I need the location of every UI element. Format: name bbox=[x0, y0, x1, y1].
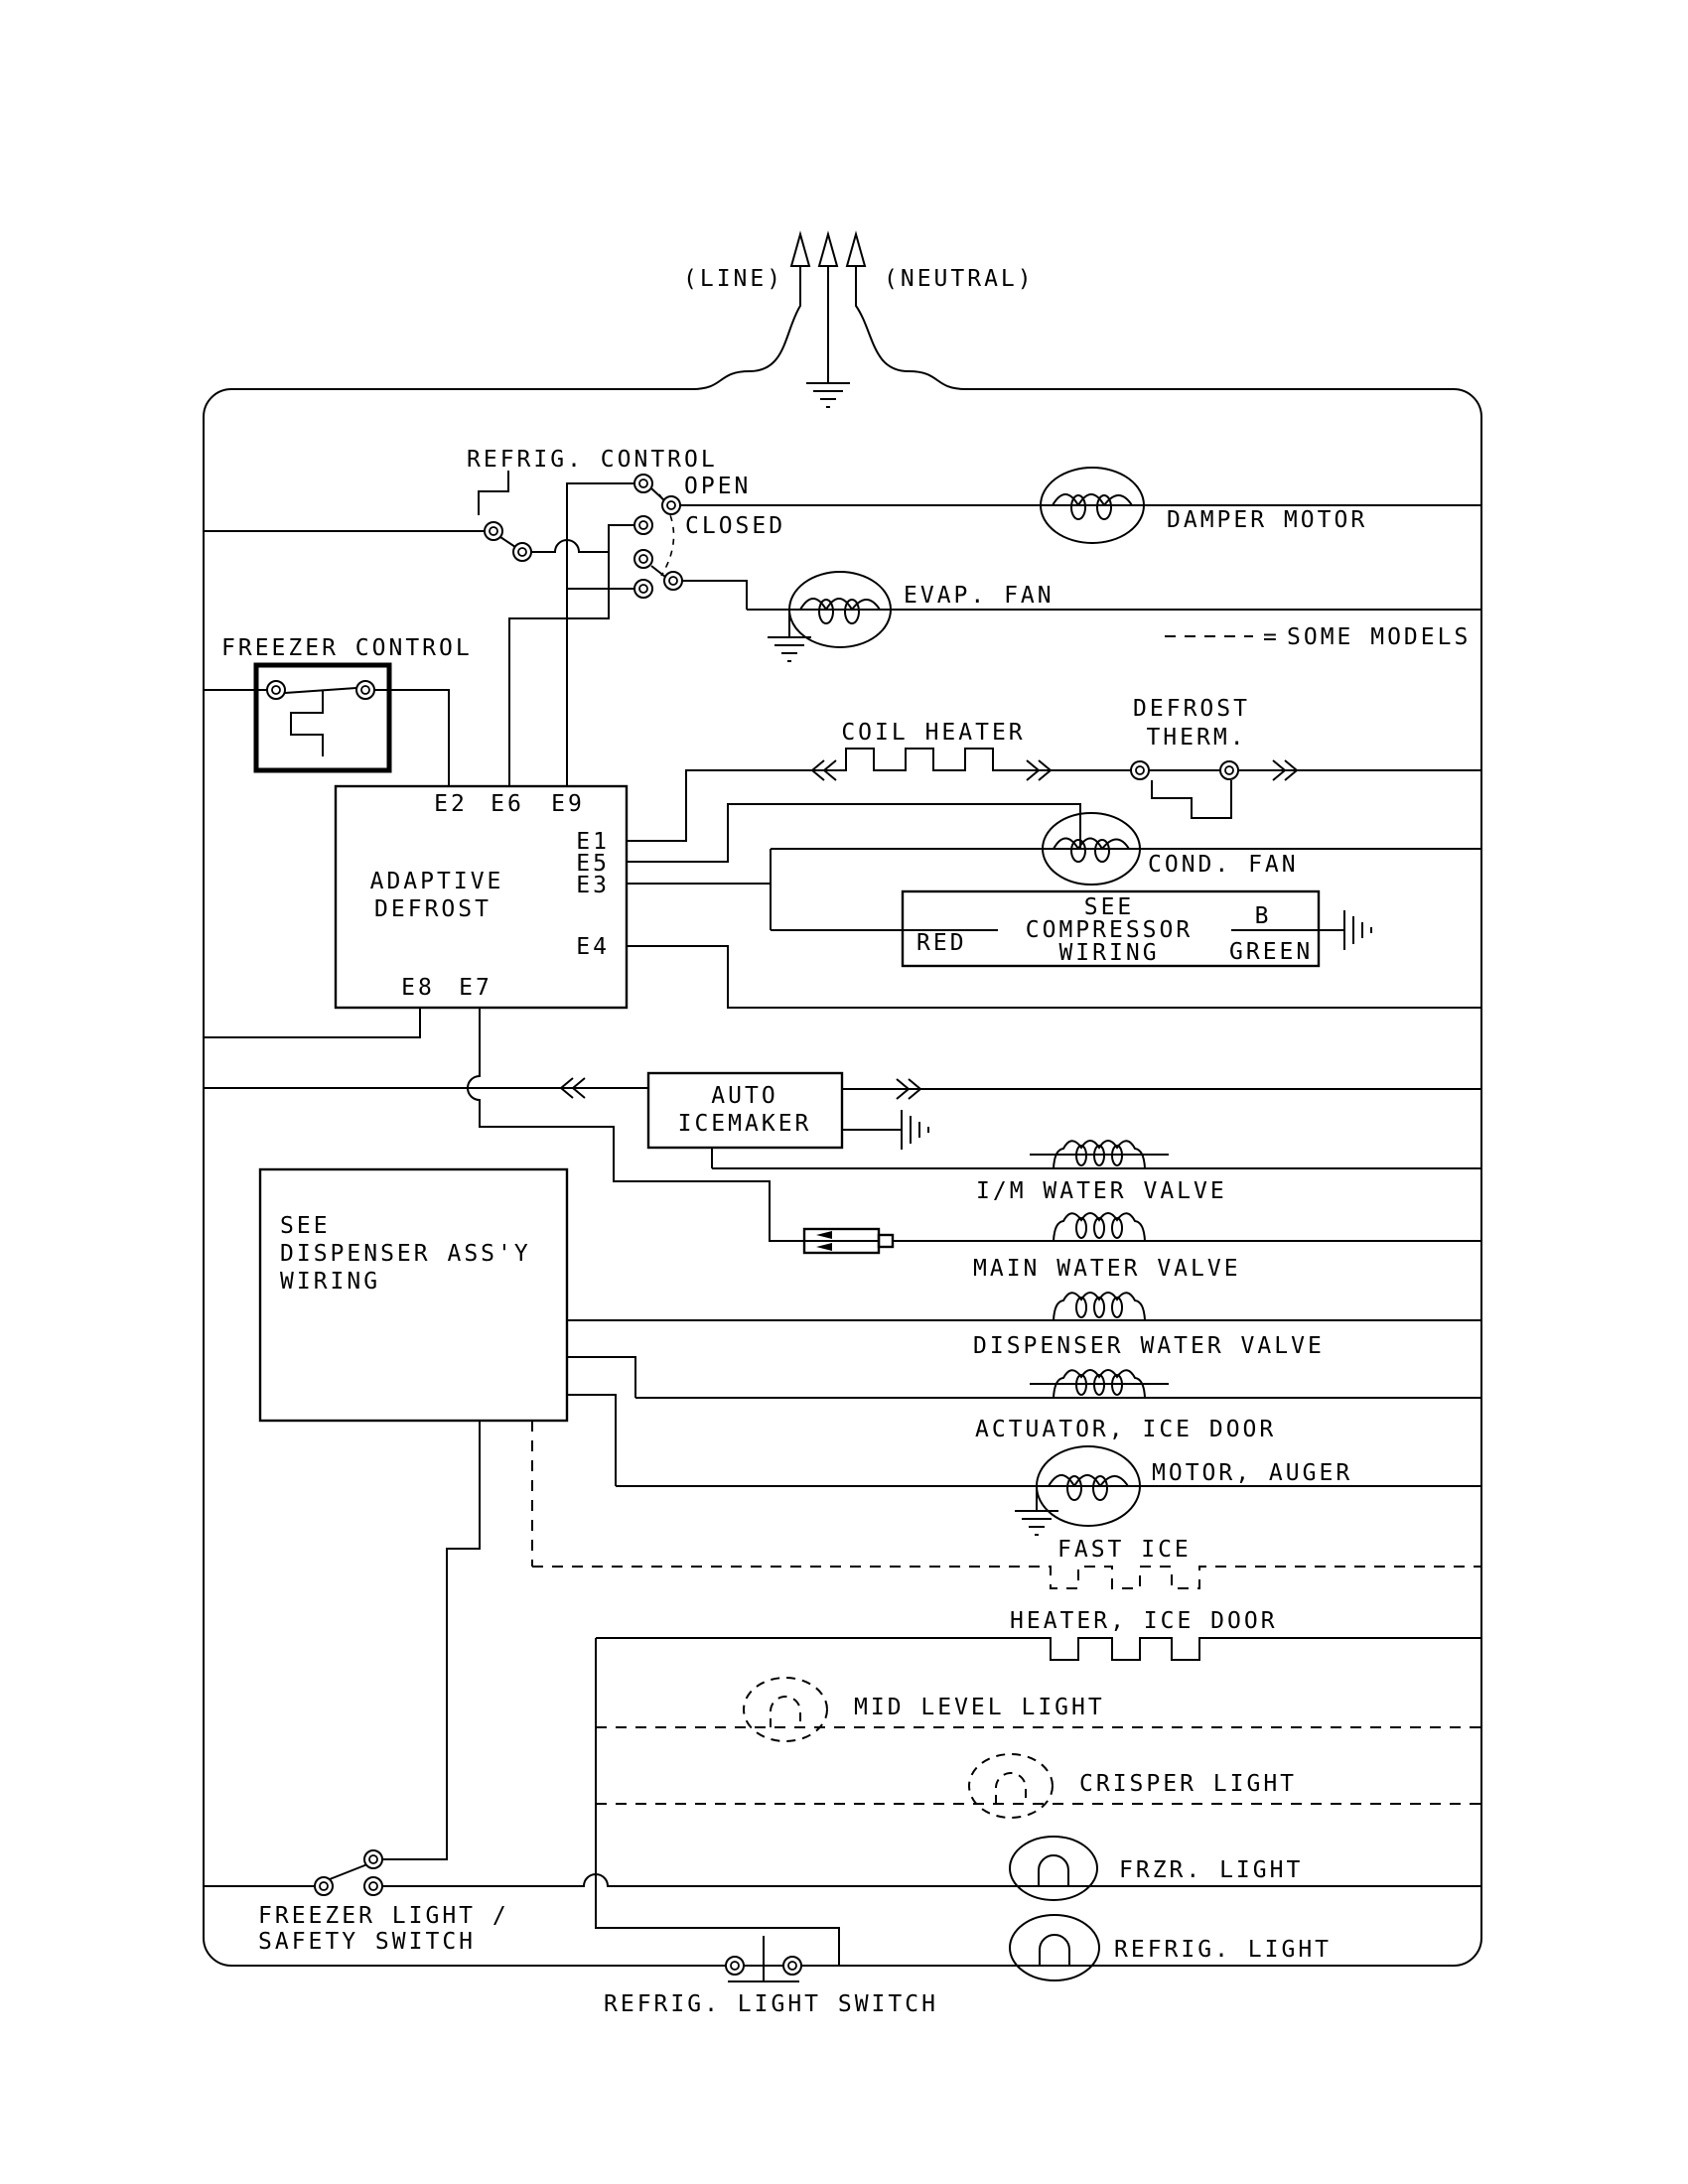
ground-icon bbox=[1344, 910, 1371, 950]
lamp-icon bbox=[969, 1754, 1053, 1818]
auger-label: MOTOR, AUGER bbox=[1152, 1460, 1353, 1486]
icemaker-label1: AUTO bbox=[711, 1083, 778, 1109]
frzr-light-label: FRZR. LIGHT bbox=[1119, 1857, 1304, 1883]
heater-ice-door bbox=[596, 1608, 1481, 1660]
terminal bbox=[315, 1877, 333, 1895]
pin-e7: E7 bbox=[459, 975, 492, 1001]
defrost-therm-label1: DEFROST bbox=[1133, 696, 1250, 722]
freezer-control bbox=[204, 635, 473, 786]
coil-heater-label: COIL HEATER bbox=[841, 720, 1026, 746]
ground-icon bbox=[902, 1110, 928, 1150]
neutral-label: (NEUTRAL) bbox=[884, 266, 1035, 292]
adaptive-defrost-board bbox=[336, 786, 627, 1008]
legend-label: SOME MODELS bbox=[1287, 624, 1472, 650]
auto-icemaker bbox=[204, 1008, 1481, 1241]
evap-fan-label: EVAP. FAN bbox=[904, 583, 1055, 609]
terminal bbox=[726, 1957, 744, 1975]
terminal bbox=[634, 516, 652, 534]
neutral-prong-icon bbox=[847, 234, 865, 266]
terminal bbox=[356, 681, 374, 699]
lamp-icon bbox=[1010, 1837, 1097, 1900]
pin-e5: E5 bbox=[576, 851, 610, 877]
ground-prong-icon bbox=[819, 234, 837, 266]
defrost-therm-icon bbox=[1152, 780, 1231, 818]
terminal bbox=[634, 475, 652, 492]
refrig-control-label: REFRIG. CONTROL bbox=[467, 447, 718, 473]
pin-e2: E2 bbox=[434, 791, 468, 817]
ground-icon bbox=[806, 383, 850, 407]
solenoid-icon bbox=[1054, 1213, 1145, 1241]
lamp-icon bbox=[1010, 1915, 1099, 1980]
actuator-ice-door bbox=[567, 1357, 1481, 1442]
safety-switch-label2: SAFETY SWITCH bbox=[258, 1929, 477, 1955]
terminal bbox=[267, 681, 285, 699]
terminal bbox=[364, 1850, 382, 1868]
main-valve-label: MAIN WATER VALVE bbox=[973, 1256, 1241, 1282]
freezer-control-label: FREEZER CONTROL bbox=[221, 635, 473, 661]
heater-icon bbox=[836, 749, 1025, 770]
light-feed-wire bbox=[596, 1638, 839, 1966]
crisper-light-label: CRISPER LIGHT bbox=[1079, 1771, 1298, 1797]
mid-level-light bbox=[596, 1678, 1481, 1741]
terminal bbox=[664, 572, 682, 590]
damper-motor bbox=[680, 468, 1481, 543]
green-label: GREEN bbox=[1229, 939, 1314, 965]
safety-switch-label1: FREEZER LIGHT / bbox=[258, 1903, 509, 1929]
red-label: RED bbox=[916, 930, 967, 956]
compressor-label2: COMPRESSOR bbox=[1025, 917, 1194, 943]
solenoid-icon bbox=[1054, 1293, 1145, 1320]
line-prong-icon bbox=[791, 234, 809, 266]
icemaker-label2: ICEMAKER bbox=[677, 1111, 812, 1137]
closed-label: CLOSED bbox=[685, 513, 786, 539]
im-valve-label: I/M WATER VALVE bbox=[976, 1178, 1227, 1204]
terminal bbox=[1131, 761, 1149, 779]
adaptive-line1: ADAPTIVE bbox=[369, 869, 504, 894]
ground-icon bbox=[768, 637, 811, 661]
terminal bbox=[662, 496, 680, 514]
pin-e1: E1 bbox=[576, 829, 610, 855]
crisper-light bbox=[596, 1754, 1481, 1818]
e4-rail bbox=[627, 946, 1481, 1008]
terminal bbox=[634, 580, 652, 598]
dispenser-water-valve bbox=[567, 1293, 1481, 1359]
e8-wire bbox=[204, 1008, 420, 1037]
pin-e6: E6 bbox=[491, 791, 524, 817]
dispenser-box-label2: DISPENSER ASS'Y bbox=[280, 1241, 531, 1267]
dispenser-valve-label: DISPENSER WATER VALVE bbox=[973, 1333, 1325, 1359]
dispenser-box bbox=[260, 1169, 567, 1421]
damper-motor-label: DAMPER MOTOR bbox=[1167, 507, 1368, 533]
heater-icon bbox=[596, 1638, 1481, 1660]
solenoid-icon bbox=[1030, 1141, 1169, 1168]
compressor-label3: WIRING bbox=[1058, 940, 1160, 966]
refrig-light-switch bbox=[604, 1936, 938, 2017]
heater-icon bbox=[532, 1567, 1481, 1588]
terminal bbox=[513, 543, 531, 561]
refrig-light-label: REFRIG. LIGHT bbox=[1114, 1937, 1333, 1963]
power-plug bbox=[683, 234, 1035, 407]
lamp-icon bbox=[744, 1678, 827, 1741]
cond-fan bbox=[627, 804, 1481, 930]
compressor-label1: SEE bbox=[1083, 894, 1135, 920]
pin-e3: E3 bbox=[576, 873, 610, 898]
mid-light-label: MID LEVEL LIGHT bbox=[854, 1695, 1105, 1720]
terminal bbox=[783, 1957, 801, 1975]
refrig-light-switch-label: REFRIG. LIGHT SWITCH bbox=[604, 1991, 938, 2017]
frzr-light bbox=[1010, 1837, 1303, 1900]
legend bbox=[1165, 624, 1471, 650]
im-water-valve bbox=[712, 1141, 1481, 1204]
adaptive-line2: DEFROST bbox=[374, 896, 492, 922]
main-water-valve bbox=[804, 1213, 1481, 1282]
terminal bbox=[364, 1877, 382, 1895]
dispenser-box-label1: SEE bbox=[280, 1213, 331, 1239]
defrost-therm-label2: THERM. bbox=[1146, 725, 1247, 751]
pin-e9: E9 bbox=[551, 791, 585, 817]
compressor-box bbox=[771, 891, 1371, 966]
terminal bbox=[485, 522, 502, 540]
b-label: B bbox=[1254, 903, 1272, 929]
coil-heater-circuit bbox=[627, 696, 1481, 841]
open-label: OPEN bbox=[684, 474, 752, 499]
pin-e8: E8 bbox=[401, 975, 435, 1001]
heater-ice-door-label: HEATER, ICE DOOR bbox=[1010, 1608, 1278, 1634]
dispenser-box-label3: WIRING bbox=[280, 1269, 381, 1295]
fast-ice-label: FAST ICE bbox=[1057, 1537, 1192, 1563]
actuator-label: ACTUATOR, ICE DOOR bbox=[975, 1417, 1277, 1442]
pin-e4: E4 bbox=[576, 934, 610, 960]
cond-fan-label: COND. FAN bbox=[1148, 852, 1299, 878]
line-label: (LINE) bbox=[683, 266, 784, 292]
legend-equals: = bbox=[1263, 624, 1280, 650]
solenoid-icon bbox=[1030, 1370, 1169, 1398]
fast-ice bbox=[532, 1421, 1481, 1588]
terminal bbox=[634, 550, 652, 568]
terminal bbox=[1220, 761, 1238, 779]
refrig-light bbox=[1010, 1915, 1332, 1980]
